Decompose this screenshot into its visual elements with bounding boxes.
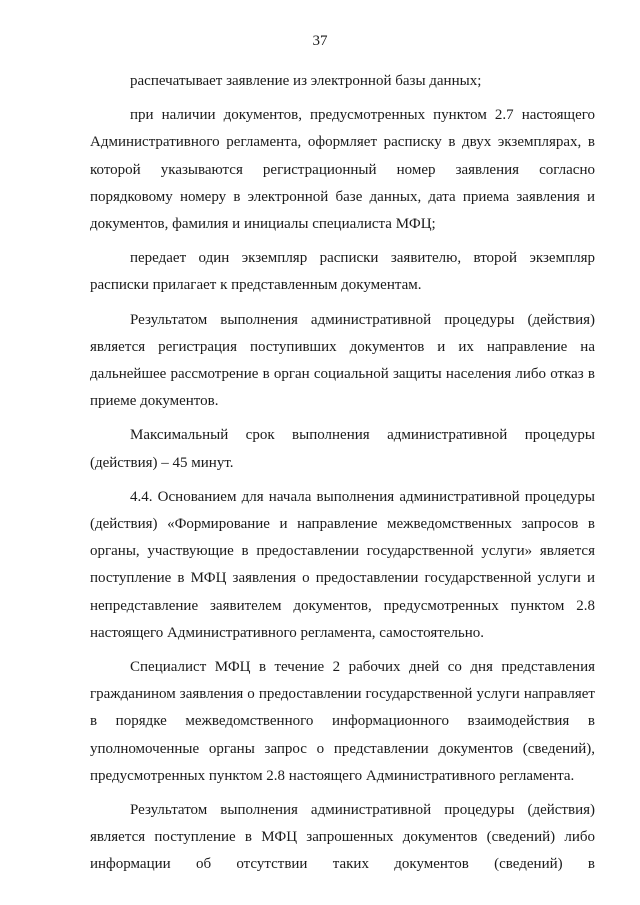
page-number: 37 [312,33,328,49]
paragraph-5: Максимальный срок выполнения административной процедуры (действия) – 45 минут. [90,427,595,471]
paragraph-8: Результатом выполнения административной процедуры (действия) является поступление в МФЦ запрошенных документов (сведений) либо информации об отсутствии таких документов (сведений) в [90,802,595,873]
paragraph-3: передает один экземпляр расписки заявителю, второй экземпляр расписки прилагает к представленным документам. [90,250,595,294]
document-body [90,68,595,879]
paragraph-6: 4.4. Основанием для начала выполнения административной процедуры (действия) «Формирование и направление межведомственных запросов в органы, участвующие в предоставлении государственной услуги» является поступление в МФЦ заявления о предоставлении государственной услуги и непредставление заявителем документов, предусмотренных пунктом 2.8 настоящего Административного регламента, самостоятельно. [90,488,595,641]
paragraph-7: Специалист МФЦ в течение 2 рабочих дней со дня представления гражданином заявления о предоставлении государственной услуги направляет в порядке межведомственного информационного взаимодействия в уполномоченные органы запрос о представлении документов (сведений), предусмотренных пунктом 2.8 настоящего Административного регламента. [90,659,595,784]
paragraph-2: при наличии документов, предусмотренных пунктом 2.7 настоящего Административного регламента, оформляет расписку в двух экземплярах, в которой указываются регистрационный номер заявления согласно порядковому номеру в электронной базе данных, дата приема заявления и документов, фамилия и инициалы специалиста МФЦ; [90,107,595,233]
paragraph-4: Результатом выполнения административной процедуры (действия) является регистрация поступивших документов и их направление на дальнейшее рассмотрение в орган социальной защиты населения либо отказ в приеме документов. [90,311,595,410]
paragraph-1: распечатывает заявление из электронной базы данных; [130,73,482,89]
